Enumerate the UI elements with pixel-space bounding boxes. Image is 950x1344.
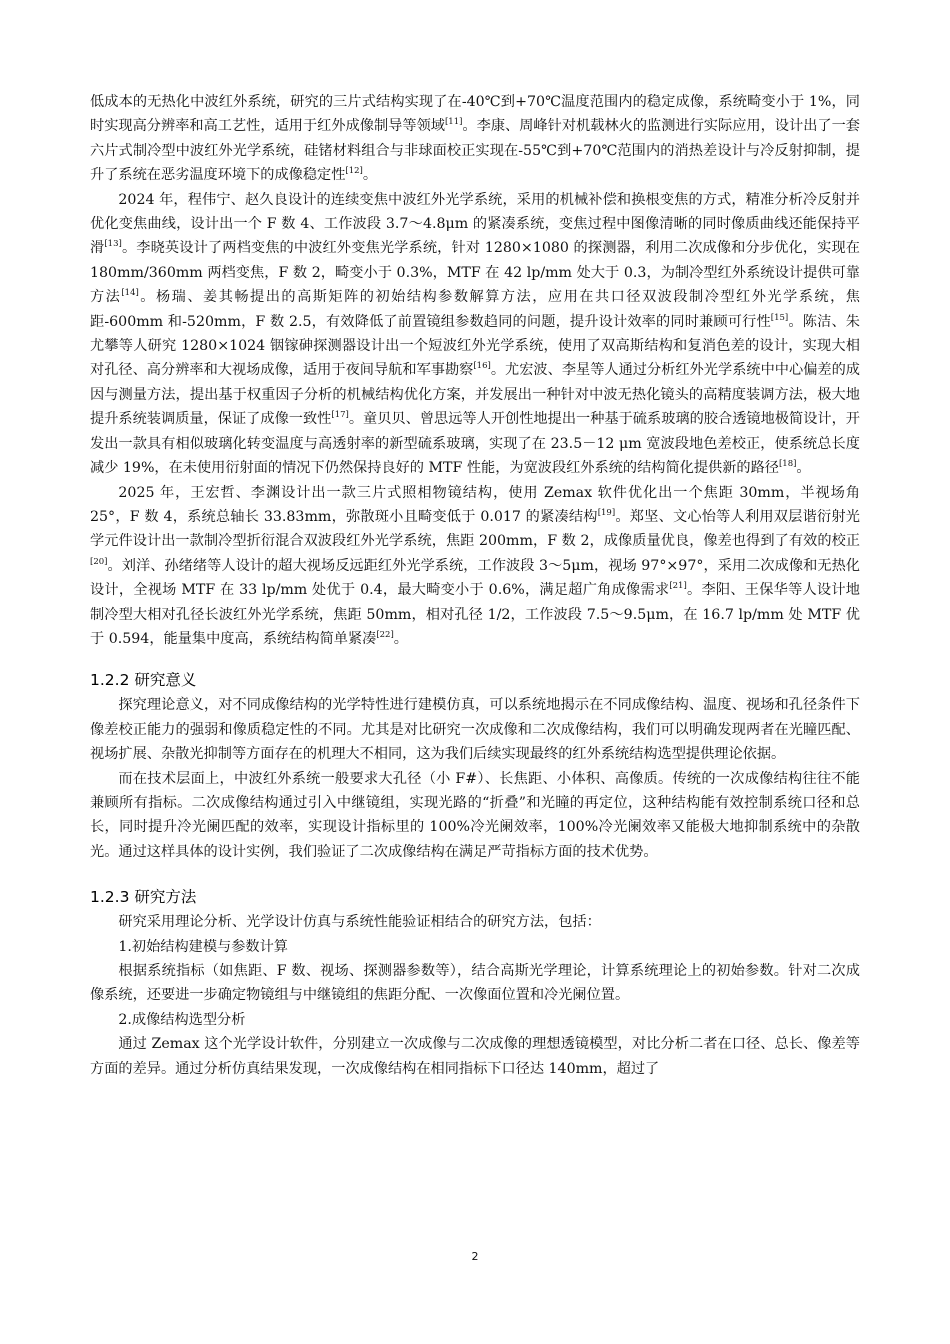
method-item-body-2: 通过 Zemax 这个光学设计软件，分别建立一次成像与二次成像的理想透镜模型，对比分析二者在口径、总长、像差等方面的差异。通过分析仿真结果发现，一次成像结构在相同指标下口径达 140mm，超过了 [90,1036,860,1077]
paragraph-continued: 低成本的无热化中波红外系统，研究的三片式结构实现了在-40℃到+70℃温度范围内的稳定成像，系统畸变小于 1%，同时实现高分辨率和高工艺性，适用于红外成像制导等领域[11]。李康、周峰针对机载林火的监测进行实际应用，设计出了一套六片式制冷型中波红外光学系统，硅锗材料组合与非球面校正实现在-55℃到+70℃范围内的消热差设计与冷反射抑制，提升了系统在恶劣温度环境下的成像稳定性[12]。 [90,94,860,184]
paragraph-technical: 而在技术层面上，中波红外系统一般要求大孔径（小 F#）、长焦距、小体积、高像质。传统的一次成像结构往往不能兼顾所有指标。二次成像结构通过引入中继镜组，实现光路的“折叠”和光瞳的再定位，这种结构能有效控制系统口径和总长，同时提升冷光阑匹配的效率，实现设计指标里的 100%冷光阑效率，100%冷光阑效率又能极大地抑制系统中的杂散光。通过这样具体的设计实例，我们验证了二次成像结构在满足严苛指标方面的技术优势。 [90,770,860,860]
page-number: 2 [471,1250,479,1263]
paragraph-2025: 2025 年，王宏哲、李渊设计出一款三片式照相物镜结构，使用 Zemax 软件优化出一个焦距 30mm，半视场角 25°，F 数 4，系统总轴长 33.83mm，弥散斑小且畸变低于 0.017 的紧凑结构[19]。郑坚、文心怡等人利用双层谐衍射光学元件设计出一款制冷型折衍混合双波段红外光学系统，焦距 200mm，F 数 2，成像质量优良，像差也得到了有效的校正[20]。刘洋、孙绪绪等人设计的超大视场反远距红外光学系统，工作波段 3～5μm，视场 97°×97°，采用二次成像和无热化设计，全视场 MTF 在 33 lp/mm 处优于 0.4，最大畸变小于 0.6%，满足超广角成像需求[21]。李阳、王保华等人设计地制冷型大相对孔径长波红外光学系统，焦距 50mm，相对孔径 1/2，工作波段 7.5～9.5μm，在 16.7 lp/mm 处 MTF 优于 0.594，能量集中度高，系统结构简单紧凑[22]。 [90,484,860,647]
method-item-title-1: 1.初始结构建模与参数计算 [118,938,288,955]
section-heading-1-2-2: 1.2.2 研究意义 [90,671,197,690]
paragraph-2024: 2024 年，程伟宁、赵久良设计的连续变焦中波红外光学系统，采用的机械补偿和换根变焦的方式，精准分析冷反射并优化变焦曲线，设计出一个 F 数 4、工作波段 3.7～4.8μm 的紧凑系统，变焦过程中图像清晰的同时像质曲线还能保持平滑[13]。李晓英设计了两档变焦的中波红外变焦光学系统，针对 1280×1080 的探测器，利用二次成像和分步优化，实现在 180mm/360mm 两档变焦，F 数 2，畸变小于 0.3%，MTF 在 42 lp/mm 处大于 0.3，为制冷型红外系统设计提供可靠方法[14]。杨瑞、姜其畅提出的高斯矩阵的初始结构参数解算方法，应用在共口径双波段制冷型红外光学系统，焦距-600mm 和-520mm，F 数 2.5，有效降低了前置镜组参数趋同的问题，提升设计效率的同时兼顾可行性[15]。陈洁、朱尤攀等人研究 1280×1024 铟镓砷探测器设计出一个短波红外光学系统，使用了双高斯结构和复消色差的设计，实现大相对孔径、高分辨率和大视场成像，适用于夜间导航和军事勘察[16]。尤宏波、李星等人通过分析红外光学系统中中心偏差的成因与测量方法，提出基于权重因子分析的机械结构优化方案，并发展出一种针对中波无热化镜头的高精度装调方法，极大地提升系统装调质量，保证了成像一致性[17]。童贝贝、曾思远等人开创性地提出一种基于硫系玻璃的胶合透镜地极简设计，开发出一款具有相似玻璃化转变温度与高透射率的新型硫系玻璃，实现了在 23.5－12 μm 宽波段地色差校正，使系统总长度减少 19%，在未使用衍射面的情况下仍然保持良好的 MTF 性能，为宽波段红外系统的结构简化提供新的路径[18]。 [90,191,860,477]
page-body [90,90,860,1081]
method-item-title-2: 2.成像结构选型分析 [118,1011,246,1028]
method-item-body-1: 根据系统指标（如焦距、F 数、视场、探测器参数等），结合高斯光学理论，计算系统理论上的初始参数。针对二次成像系统，还要进一步确定物镜组与中继镜组的焦距分配、一次像面位置和冷光阑位置。 [90,963,860,1004]
paragraph-methods-intro: 研究采用理论分析、光学设计仿真与系统性能验证相结合的研究方法，包括： [118,914,601,931]
section-heading-1-2-3: 1.2.3 研究方法 [90,888,197,907]
paragraph-theory: 探究理论意义，对不同成像结构的光学特性进行建模仿真，可以系统地揭示在不同成像结构、温度、视场和孔径条件下像差校正能力的强弱和像质稳定性的不同。尤其是对比研究一次成像和二次成像结构，我们可以明确发现两者在光瞳匹配、视场扩展、杂散光抑制等方面存在的机理大不相同，这为我们后续实现最终的红外系统结构选型提供理论依据。 [90,697,860,763]
